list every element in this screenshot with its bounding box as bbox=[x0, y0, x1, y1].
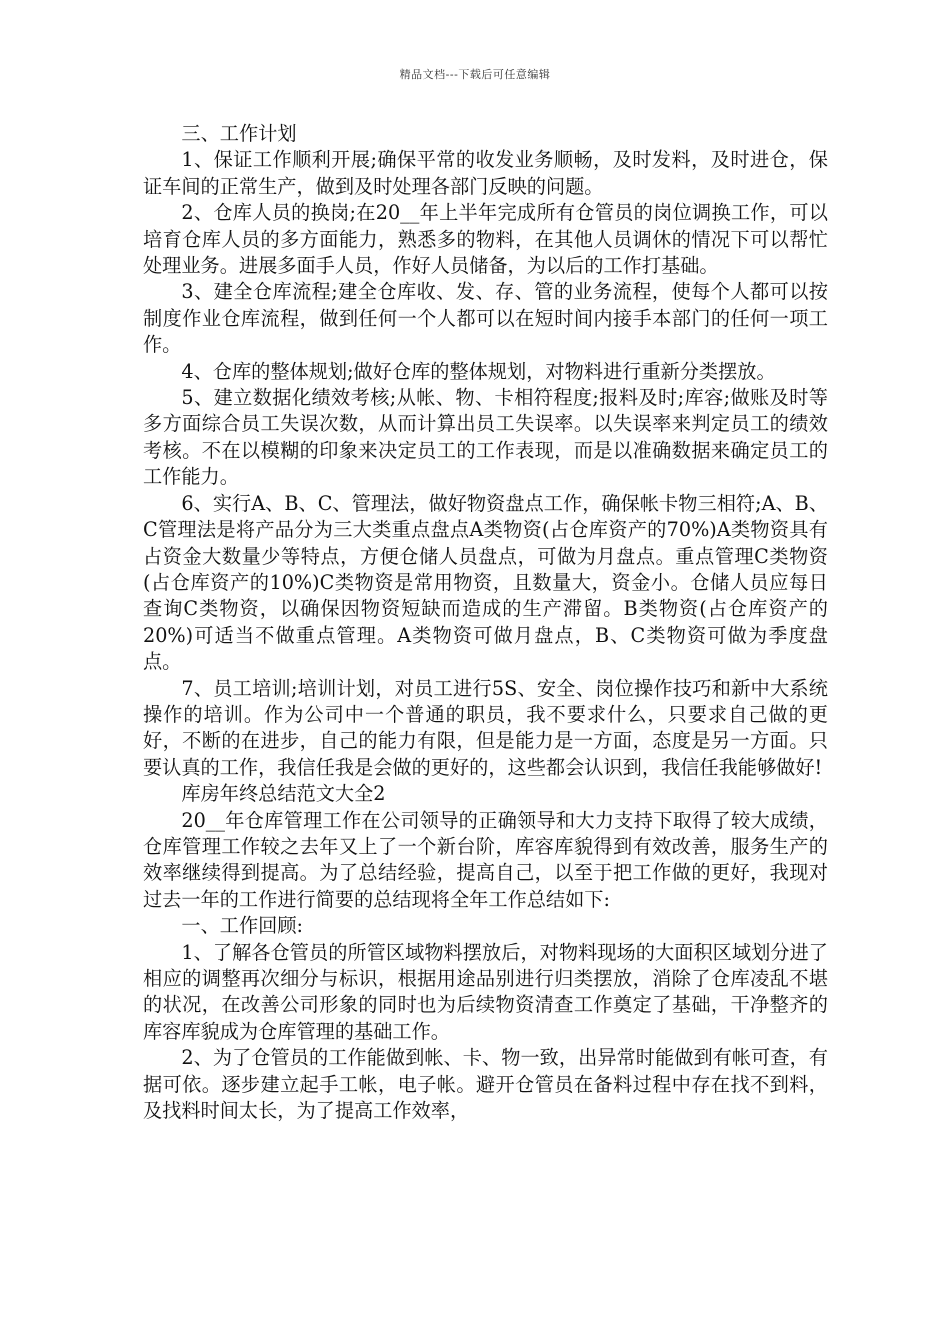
paragraph: 7、员工培训;培训计划，对员工进行5S、安全、岗位操作技巧和新中大系统操作的培训。作为公司中一个普通的职员，我不要求什么，只要求自己做的更好，不断的在进步，自己的能力有限，但是能力是一方面，态度是另一方面。只要认真的工作，我信任我是会做的更好的，这些都会认识到，我信任我能够做好! bbox=[143, 676, 828, 779]
page-header: 精品文档---下载后可任意编辑 bbox=[399, 68, 551, 81]
paragraph: 6、实行A、B、C、管理法，做好物资盘点工作，确保帐卡物三相符;A、B、C管理法是将产品分为三大类重点盘点A类物资(占仓库资产的70%)A类物资具有占资金大数量少等特点，方便仓储人员盘点，可做为月盘点。重点管理C类物资(占仓库资产的10%)C类物资是常用物资，且数量大，资金小。仓储人员应每日查询C类物资，以确保因物资短缺而造成的生产滞留。B类物资(占仓库资产的20%)可适当不做重点管理。A类物资可做月盘点，B、C类物资可做为季度盘点。 bbox=[143, 491, 828, 674]
paragraph: 3、建全仓库流程;建全仓库收、发、存、管的业务流程，使每个人都可以按制度作业仓库流程，做到任何一个人都可以在短时间内接手本部门的任何一项工作。 bbox=[143, 280, 828, 357]
paragraph: 5、建立数据化绩效考核;从帐、物、卡相符程度;报料及时;库容;做账及时等多方面综合员工失误次数，从而计算出员工失误率。以失误率来判定员工的绩效考核。不在以模糊的印象来决定员工的工作表现，而是以准确数据来确定员工的工作能力。 bbox=[143, 386, 828, 489]
section-heading-review: 一、工作回顾: bbox=[181, 914, 303, 938]
paragraph: 2、为了仓管员的工作能做到帐、卡、物一致，出异常时能做到有帐可查，有据可依。逐步建立起手工帐，电子帐。避开仓管员在备料过程中存在找不到料，及找料时间太长，为了提高工作效率， bbox=[143, 1046, 828, 1123]
document-body bbox=[143, 121, 828, 1124]
article-title: 库房年终总结范文大全2 bbox=[181, 782, 386, 806]
paragraph: 2、仓库人员的换岗;在20__年上半年完成所有仓管员的岗位调换工作，可以培育仓库人员的多方面能力，熟悉多的物料，在其他人员调休的情况下可以帮忙处理业务。进展多面手人员，作好人员储备，为以后的工作打基础。 bbox=[143, 201, 828, 278]
paragraph: 1、保证工作顺利开展;确保平常的收发业务顺畅，及时发料，及时进仓，保证车间的正常生产，做到及时处理各部门反映的问题。 bbox=[143, 148, 828, 198]
paragraph: 20__年仓库管理工作在公司领导的正确领导和大力支持下取得了较大成绩，仓库管理工作较之去年又上了一个新台阶，库容库貌得到有效改善，服务生产的效率继续得到提高。为了总结经验，提高自己，以至于把工作做的更好，我现对过去一年的工作进行简要的总结现将全年工作总结如下: bbox=[143, 808, 828, 911]
paragraph: 1、了解各仓管员的所管区域物料摆放后，对物料现场的大面积区域划分进了相应的调整再次细分与标识，根据用途品别进行归类摆放，消除了仓库凌乱不堪的状况，在改善公司形象的同时也为后续物资清查工作奠定了基础，干净整齐的库容库貌成为仓库管理的基础工作。 bbox=[143, 940, 828, 1043]
paragraph: 4、仓库的整体规划;做好仓库的整体规划，对物料进行重新分类摆放。 bbox=[181, 359, 776, 383]
section-heading-work-plan: 三、工作计划 bbox=[181, 122, 297, 145]
